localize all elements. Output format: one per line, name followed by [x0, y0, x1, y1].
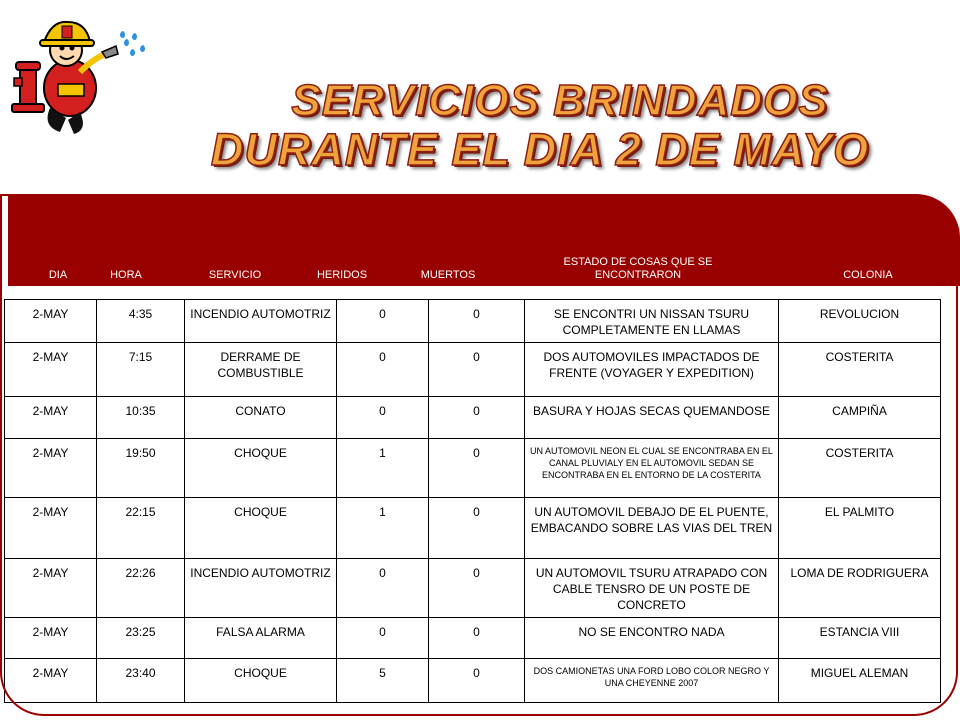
cell-dia: 2-MAY [5, 498, 97, 559]
cell-hora: 10:35 [97, 397, 185, 439]
cell-servicio: CONATO [185, 397, 337, 439]
cell-estado: UN AUTOMOVIL DEBAJO DE EL PUENTE, EMBACANDO SOBRE LAS VIAS DEL TREN [525, 498, 779, 559]
cell-colonia: COSTERITA [779, 343, 941, 397]
cell-hora: 22:15 [97, 498, 185, 559]
cell-dia: 2-MAY [5, 343, 97, 397]
table-row [5, 559, 941, 618]
header-divider [4, 288, 940, 290]
cell-hora: 7:15 [97, 343, 185, 397]
cell-colonia: LOMA DE RODRIGUERA [779, 559, 941, 618]
table-row [5, 498, 941, 559]
cell-hora: 23:25 [97, 618, 185, 659]
cell-hora: 19:50 [97, 439, 185, 498]
header-hora: HORA [110, 269, 142, 281]
header-heridos: HERIDOS [316, 269, 368, 281]
table-row [5, 343, 941, 397]
cell-colonia: EL PALMITO [779, 498, 941, 559]
cell-heridos: 1 [337, 498, 429, 559]
cell-colonia: ESTANCIA VIII [779, 618, 941, 659]
cell-dia: 2-MAY [5, 659, 97, 703]
table-row [5, 439, 941, 498]
cell-estado: SE ENCONTRI UN NISSAN TSURU COMPLETAMENTE EN LLAMAS [525, 300, 779, 343]
cell-servicio: INCENDIO AUTOMOTRIZ [185, 559, 337, 618]
cell-hora: 22:26 [97, 559, 185, 618]
cell-servicio: FALSA ALARMA [185, 618, 337, 659]
table-row [5, 659, 941, 703]
cell-estado: DOS CAMIONETAS UNA FORD LOBO COLOR NEGRO Y UNA CHEYENNE 2007 [525, 659, 779, 703]
cell-estado: BASURA Y HOJAS SECAS QUEMANDOSE [525, 397, 779, 439]
cell-servicio: INCENDIO AUTOMOTRIZ [185, 300, 337, 343]
cell-colonia: COSTERITA [779, 439, 941, 498]
cell-estado: DOS AUTOMOVILES IMPACTADOS DE FRENTE (VOYAGER Y EXPEDITION) [525, 343, 779, 397]
cell-dia: 2-MAY [5, 559, 97, 618]
cell-dia: 2-MAY [5, 397, 97, 439]
cell-muertos: 0 [429, 559, 525, 618]
table-row [5, 397, 941, 439]
cell-colonia: CAMPIÑA [779, 397, 941, 439]
header-estado: ESTADO DE COSAS QUE SE ENCONTRARON [563, 256, 713, 281]
cell-muertos: 0 [429, 300, 525, 343]
cell-heridos: 0 [337, 300, 429, 343]
header-servicio: SERVICIO [208, 269, 262, 281]
page-subtitle: DURANTE EL DIA 2 DE MAYO [210, 124, 870, 175]
cell-muertos: 0 [429, 498, 525, 559]
cell-heridos: 0 [337, 618, 429, 659]
header-muertos: MUERTOS [420, 269, 476, 281]
cell-muertos: 0 [429, 439, 525, 498]
header-colonia: COLONIA [843, 269, 893, 281]
page-title: SERVICIOS BRINDADOS [291, 76, 829, 125]
cell-dia: 2-MAY [5, 439, 97, 498]
cell-estado: UN AUTOMOVIL TSURU ATRAPADO CON CABLE TENSRO DE UN POSTE DE CONCRETO [525, 559, 779, 618]
cell-muertos: 0 [429, 397, 525, 439]
cell-heridos: 0 [337, 397, 429, 439]
header-dia: DIA [48, 269, 68, 281]
cell-dia: 2-MAY [5, 618, 97, 659]
cell-heridos: 5 [337, 659, 429, 703]
cell-hora: 4:35 [97, 300, 185, 343]
cell-estado: UN AUTOMOVIL NEON EL CUAL SE ENCONTRABA EN EL CANAL PLUVIALY EN EL AUTOMOVIL SEDAN SE ENCONTRABA EN EL ENTORNO DE LA COSTERITA [525, 439, 779, 498]
cell-muertos: 0 [429, 343, 525, 397]
cell-hora: 23:40 [97, 659, 185, 703]
cell-servicio: CHOQUE [185, 659, 337, 703]
services-table [4, 299, 941, 703]
cell-heridos: 0 [337, 343, 429, 397]
cell-heridos: 1 [337, 439, 429, 498]
cell-colonia: REVOLUCION [779, 300, 941, 343]
table-row [5, 618, 941, 659]
cell-servicio: DERRAME DE COMBUSTIBLE [185, 343, 337, 397]
firefighter-logo-icon [2, 8, 152, 138]
cell-heridos: 0 [337, 559, 429, 618]
cell-servicio: CHOQUE [185, 439, 337, 498]
table-row [5, 300, 941, 343]
cell-dia: 2-MAY [5, 300, 97, 343]
cell-servicio: CHOQUE [185, 498, 337, 559]
cell-muertos: 0 [429, 659, 525, 703]
cell-muertos: 0 [429, 618, 525, 659]
cell-estado: NO SE ENCONTRO NADA [525, 618, 779, 659]
cell-colonia: MIGUEL ALEMAN [779, 659, 941, 703]
